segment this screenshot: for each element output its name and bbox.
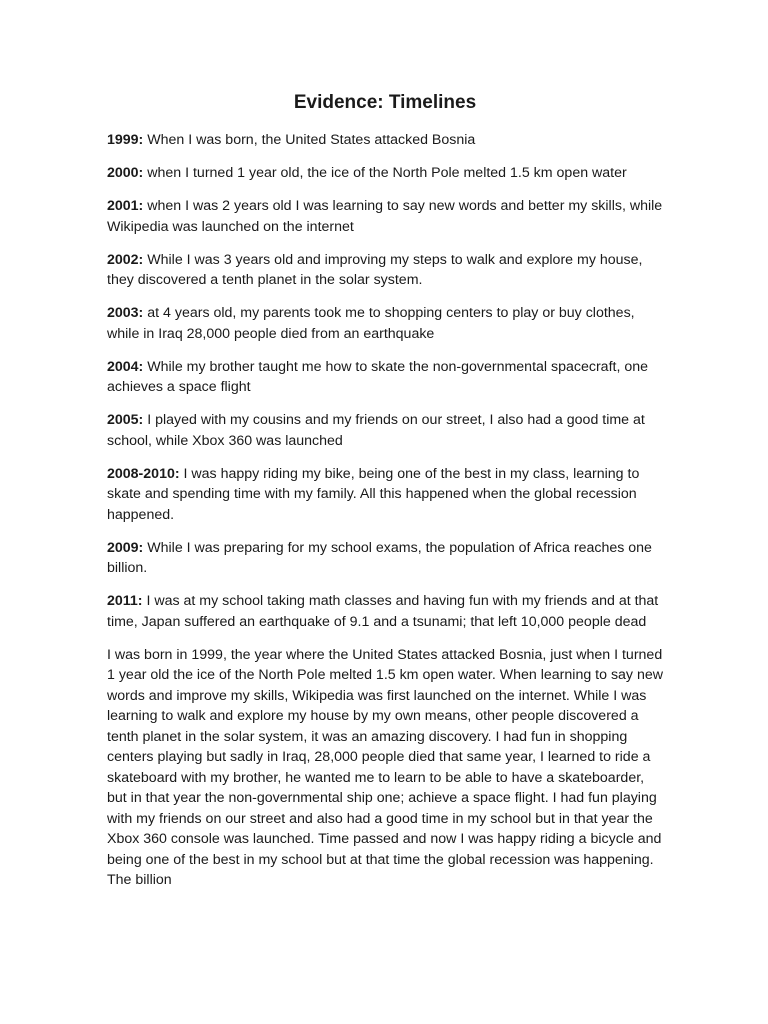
timeline-entry	[107, 130, 663, 151]
timeline-entry	[107, 538, 663, 579]
entry-text: While I was 3 years old and improving my steps to walk and explore my house, they discovered a tenth planet in the solar system.	[107, 251, 643, 288]
entry-year: 2002:	[107, 251, 144, 268]
entry-text: I was happy riding my bike, being one of the best in my class, learning to skate and spending time with my family. All this happened when the global recession happened.	[107, 465, 640, 523]
entry-year: 2003:	[107, 305, 144, 321]
entry-text: I played with my cousins and my friends on our street, I also had a good time at school, while Xbox 360 was launched	[107, 412, 645, 449]
timeline-entry	[107, 591, 663, 632]
document-page	[107, 90, 663, 891]
entry-text: While my brother taught me how to skate the non-governmental spacecraft, one achieves a space flight	[107, 358, 649, 395]
timeline-entry	[107, 196, 663, 237]
entry-text: when I turned 1 year old, the ice of the North Pole melted 1.5 km open water	[143, 165, 627, 181]
entry-text: when I was 2 years old I was learning to say new words and better my skills, while Wikipedia was launched on the internet	[107, 198, 663, 235]
document-title: Evidence: Timelines	[293, 92, 477, 113]
timeline-entry	[107, 163, 663, 184]
entry-year: 2001:	[107, 198, 144, 214]
entry-year: 2004:	[107, 358, 144, 375]
entry-year: 1999:	[107, 132, 144, 148]
entry-year: 2000:	[107, 165, 144, 181]
entry-year: 2011:	[107, 593, 143, 609]
entry-year: 2005:	[107, 412, 144, 428]
entry-text: When I was born, the United States attacked Bosnia	[143, 132, 476, 148]
essay-paragraph: I was born in 1999, the year where the United States attacked Bosnia, just when I turned 1 year old the ice of the North Pole melted 1.5 km open water. When learning to say new words and improve my skills, Wikipedia was first launched on the internet. While I was learning to walk and explore my house by my own means, other people discovered a tenth planet in the solar system, it was an amazing discovery. I had fun in shopping centers playing but sadly in Iraq, 28,000 people died that same year, I learned to ride a skateboard with my brother, he wanted me to learn to be able to have a skateboarder, but in that year the non-governmental ship one; achieve a space flight. I had fun playing with my friends on our street and also had a good time in my school but in that year the Xbox 360 console was launched. Time passed and now I was happy riding a bicycle and being one of the best in my school but at that time the global recession was happening. The billion	[107, 646, 663, 888]
timeline-entry	[107, 303, 663, 344]
timeline-entry	[107, 357, 663, 398]
entry-text: While I was preparing for my school exams, the population of Africa reaches one billion.	[107, 539, 652, 576]
timeline-entry	[107, 250, 663, 291]
entry-text: I was at my school taking math classes and having fun with my friends and at that time, Japan suffered an earthquake of 9.1 and a tsunami; that left 10,000 people dead	[107, 593, 659, 630]
timeline-entry	[107, 410, 663, 451]
entry-text: at 4 years old, my parents took me to shopping centers to play or buy clothes, while in Iraq 28,000 people died from an earthquake	[107, 305, 635, 342]
entry-year: 2009:	[107, 539, 144, 556]
timeline-entry	[107, 464, 663, 526]
entry-year: 2008-2010:	[107, 465, 180, 482]
